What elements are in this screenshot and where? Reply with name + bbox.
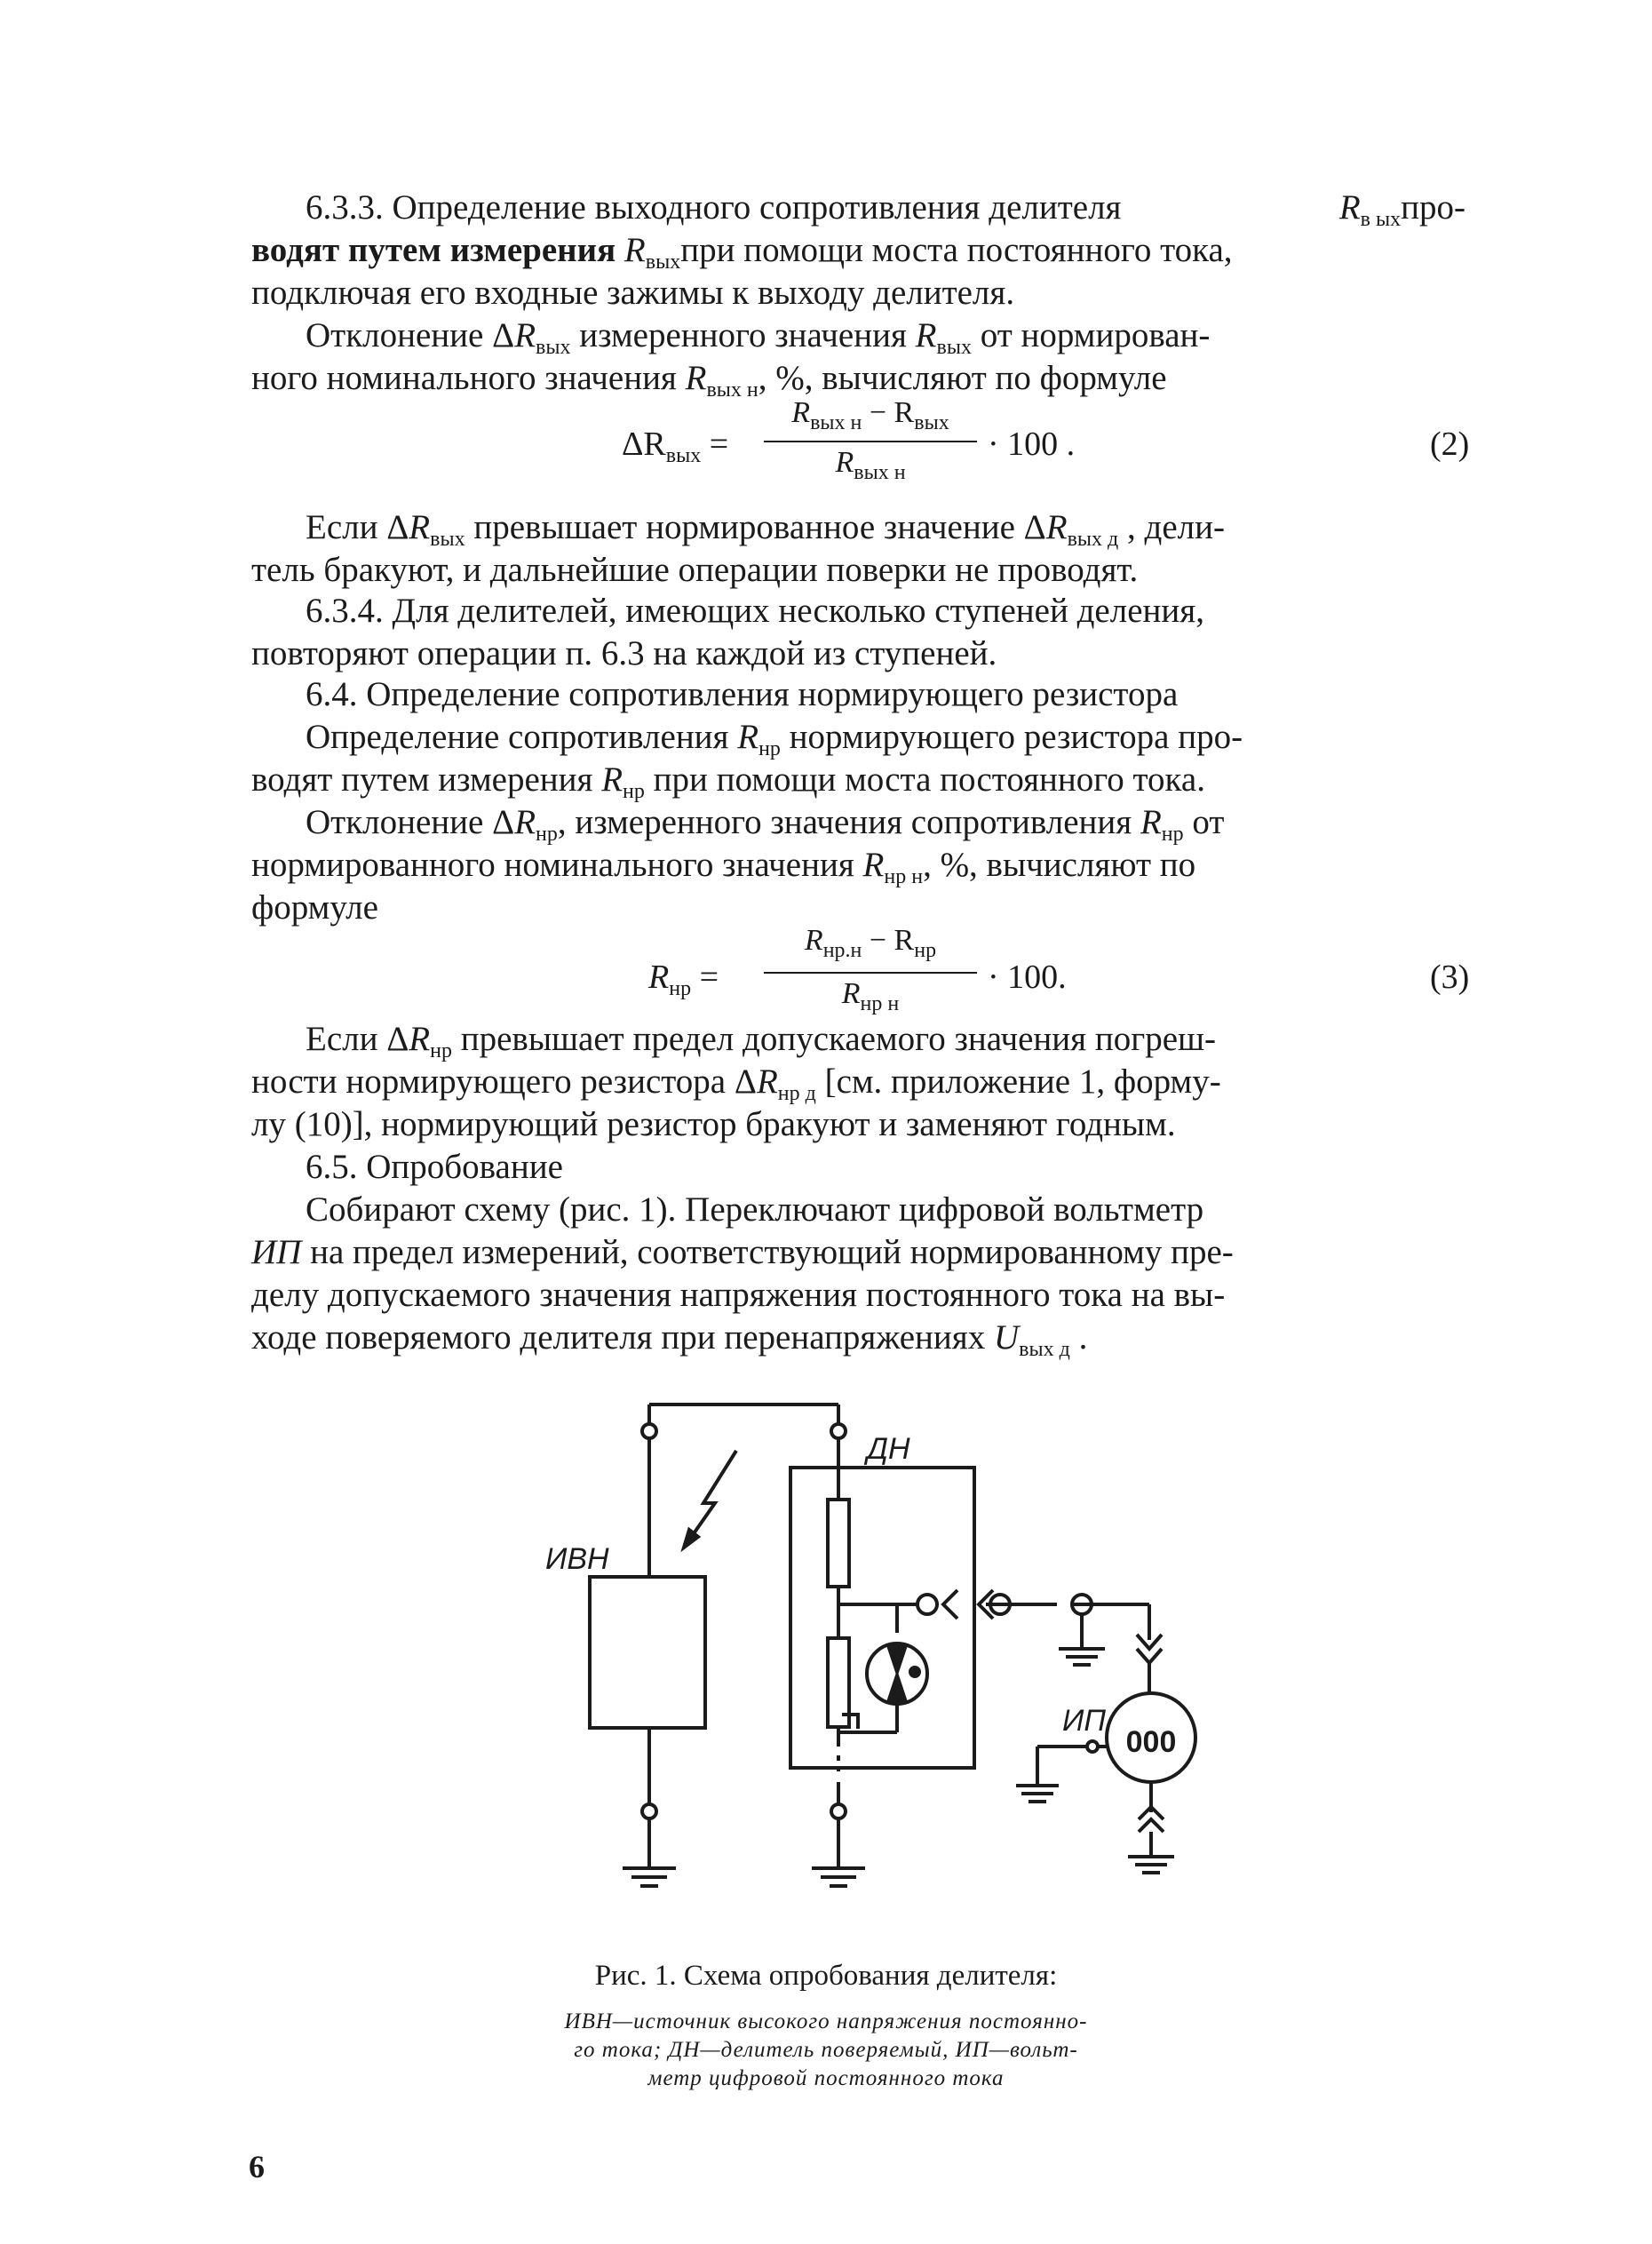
figure-legend-line-1: ИВН—источник высокого напряжения постоянно- (564, 2009, 1088, 2033)
section-633-line-2: водят путем измерения $R_{вых}при$ помощи моста постоянного тока, (251, 231, 1233, 274)
section-64-line-1: Определение сопротивления $R_{нр}$ нормирующего резистора про- (306, 718, 1243, 760)
section-65-line-1: Собирают схему (рис. 1). Переключают цифровой вольтметр (306, 1190, 1204, 1229)
section-65-line-3: делу допускаемого значения напряжения постоянного тока на вы- (251, 1276, 1226, 1314)
label-ivn: ИВН (545, 1542, 609, 1576)
section-633-cont-line-1: Если $\Delta R_{вых}$ превышает нормированное значение $\Delta R_{вых д}$ , дели- (306, 508, 1225, 551)
figure-legend-line-2: го тока; ДН—делитель поверяемый, ИП—вольт- (574, 2038, 1078, 2062)
section-65-line-2: ИП на предел измерений, соответствующий нормированному пре- (251, 1233, 1234, 1271)
voltmeter-display: 000 (1125, 1725, 1177, 1759)
section-64-cont-line-1: Если $\Delta R_{нр}$ превышает предел допускаемого значения погреш- (306, 1020, 1217, 1062)
section-633-line-1: 6.3.3. Определение выходного сопротивления делителя Rв ыхпро- (306, 188, 1465, 231)
section-64-line-3: Отклонение $\Delta R_{нр}$, измеренного значения сопротивления $R_{нр}$ от (306, 803, 1225, 846)
label-dn: ДН (867, 1432, 910, 1466)
section-64-line-2: водят путем измерения $R_{нр}$ при помощи моста постоянного тока. (251, 760, 1205, 803)
page-number: 6 (249, 2149, 265, 2184)
formula-2-tag: (2) (1430, 426, 1470, 463)
formula-3-tag: (3) (1430, 959, 1470, 996)
figure-legend-line-3: метр цифровой постоянного тока (647, 2066, 1005, 2090)
section-634-line-2: повторяют операции п. 6.3 на каждой из ступеней. (251, 634, 997, 672)
section-633-line-3: подключая его входные зажимы к выходу делителя. (251, 274, 1015, 312)
section-64-line-4: нормированного номинального значения $R_{нр н}$, %, вычисляют по (251, 846, 1196, 888)
label-ip: ИП (1062, 1704, 1106, 1738)
section-64-title: 6.4. Определение сопротивления нормирующего резистора (306, 675, 1179, 713)
section-64-cont-line-2: ности нормирующего резистора $\Delta R_{нр д}$ [см. приложение 1, форму- (251, 1062, 1221, 1105)
figure-caption: Рис. 1. Схема опробования делителя: (594, 1960, 1058, 1992)
section-64-line-5: формуле (251, 888, 378, 927)
section-633-cont-line-2: тель бракуют, и дальнейшие операции поверки не проводят. (251, 551, 1139, 589)
section-65-title: 6.5. Опробование (306, 1148, 563, 1186)
section-633-line-5: ного номинального значения $R_{вых н}$, %, вычисляют по формуле (251, 359, 1167, 402)
section-634-line-1: 6.3.4. Для делителей, имеющих несколько ступеней деления, (306, 592, 1204, 630)
section-64-cont-line-3: лу (10)], нормирующий резистор бракуют и заменяют годным. (251, 1105, 1176, 1143)
section-65-line-4: ходе поверяемого делителя при перенапряжениях $U_{вых д}$ . (251, 1318, 1088, 1361)
section-633-line-4: Отклонение $\Delta R_{вых}$ измеренного значения $R_{вых}$ от нормирован- (306, 316, 1211, 359)
